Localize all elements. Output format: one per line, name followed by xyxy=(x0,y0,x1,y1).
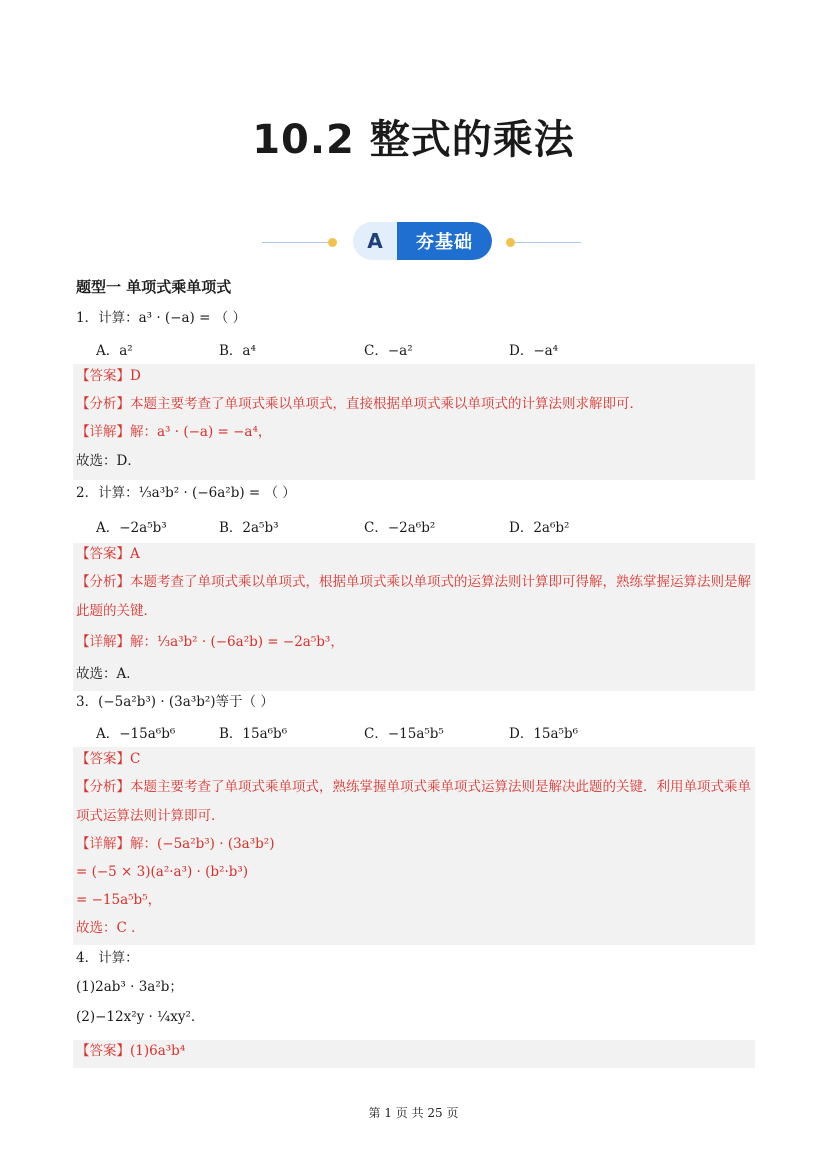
q2-answer: 【答案】A xyxy=(76,546,140,562)
q1-choose: 故选：D． xyxy=(76,453,141,469)
q3-option-a: A．−15a⁶b⁶ xyxy=(96,726,176,742)
q3-option-d: D．15a⁵b⁶ xyxy=(509,726,579,742)
q3-answer: 【答案】C xyxy=(76,751,141,767)
q4-part-1: (1)2ab³ · 3a²b； xyxy=(76,979,183,995)
q1-option-d: D．−a⁴ xyxy=(509,343,559,359)
q3-choose: 故选：C ． xyxy=(76,920,145,936)
q3-option-b: B．15a⁶b⁶ xyxy=(219,726,288,742)
q1-detail: 【详解】解：a³ · (−a) = −a⁴， xyxy=(76,424,272,440)
q4-part-2: (2)−12x²y · ¼xy²． xyxy=(76,1009,205,1025)
q2-choose: 故选：A． xyxy=(76,666,140,682)
q2-analysis: 【分析】本题考查了单项式乘以单项式，根据单项式乘以单项式的运算法则计算即可得解，熟练掌握运算法则是解此题的关键． xyxy=(76,574,751,619)
banner-line-left xyxy=(262,242,328,243)
q1-option-c: C．−a² xyxy=(364,343,413,359)
q3-detail-1: 【详解】解：(−5a²b³) · (3a³b²) xyxy=(76,836,275,852)
q2-option-b: B．2a⁵b³ xyxy=(219,520,279,536)
q1-option-a: A．a² xyxy=(96,343,133,359)
q2-option-c: C．−2a⁶b² xyxy=(364,520,436,536)
banner-line-right xyxy=(515,242,581,243)
question-1-stem: 1．计算：a³ · (−a) = （ ） xyxy=(76,310,247,326)
q1-answer: 【答案】D xyxy=(76,368,141,384)
q4-answer: 【答案】(1)6a³b⁴ xyxy=(76,1043,186,1059)
banner-text: 夯基础 xyxy=(397,222,492,260)
q1-option-b: B．a⁴ xyxy=(219,343,256,359)
banner-dot-left xyxy=(328,238,337,247)
q2-detail: 【详解】解：⅓a³b² · (−6a²b) = −2a⁵b³， xyxy=(76,634,344,650)
q3-analysis: 【分析】本题主要考查了单项式乘单项式，熟练掌握单项式乘单项式运算法则是解决此题的关键．利用单项式乘单项式运算法则计算即可． xyxy=(76,779,751,824)
q1-analysis: 【分析】本题主要考查了单项式乘以单项式，直接根据单项式乘以单项式的计算法则求解即可． xyxy=(76,396,643,412)
q2-option-a: A．−2a⁵b³ xyxy=(96,520,167,536)
question-4-stem: 4．计算： xyxy=(76,950,139,966)
question-2-stem: 2．计算：⅓a³b² · (−6a²b) = （ ） xyxy=(76,485,296,501)
page-footer: 第 1 页 共 25 页 xyxy=(368,1106,459,1120)
q3-detail-2: = (−5 × 3)(a²·a³) · (b²·b³) xyxy=(76,864,249,880)
q3-option-c: C．−15a⁵b⁵ xyxy=(364,726,444,742)
section-banner xyxy=(353,222,492,260)
banner-letter: A xyxy=(367,229,383,253)
page-title: 10.2 整式的乘法 xyxy=(252,117,575,163)
q2-option-d: D．2a⁶b² xyxy=(509,520,570,536)
q3-detail-3: = −15a⁵b⁵， xyxy=(76,892,162,908)
question-3-stem: 3．(−5a²b³) · (3a³b²)等于（ ） xyxy=(76,694,274,710)
section-heading: 题型一 单项式乘单项式 xyxy=(76,278,232,296)
banner-dot-right xyxy=(506,238,515,247)
